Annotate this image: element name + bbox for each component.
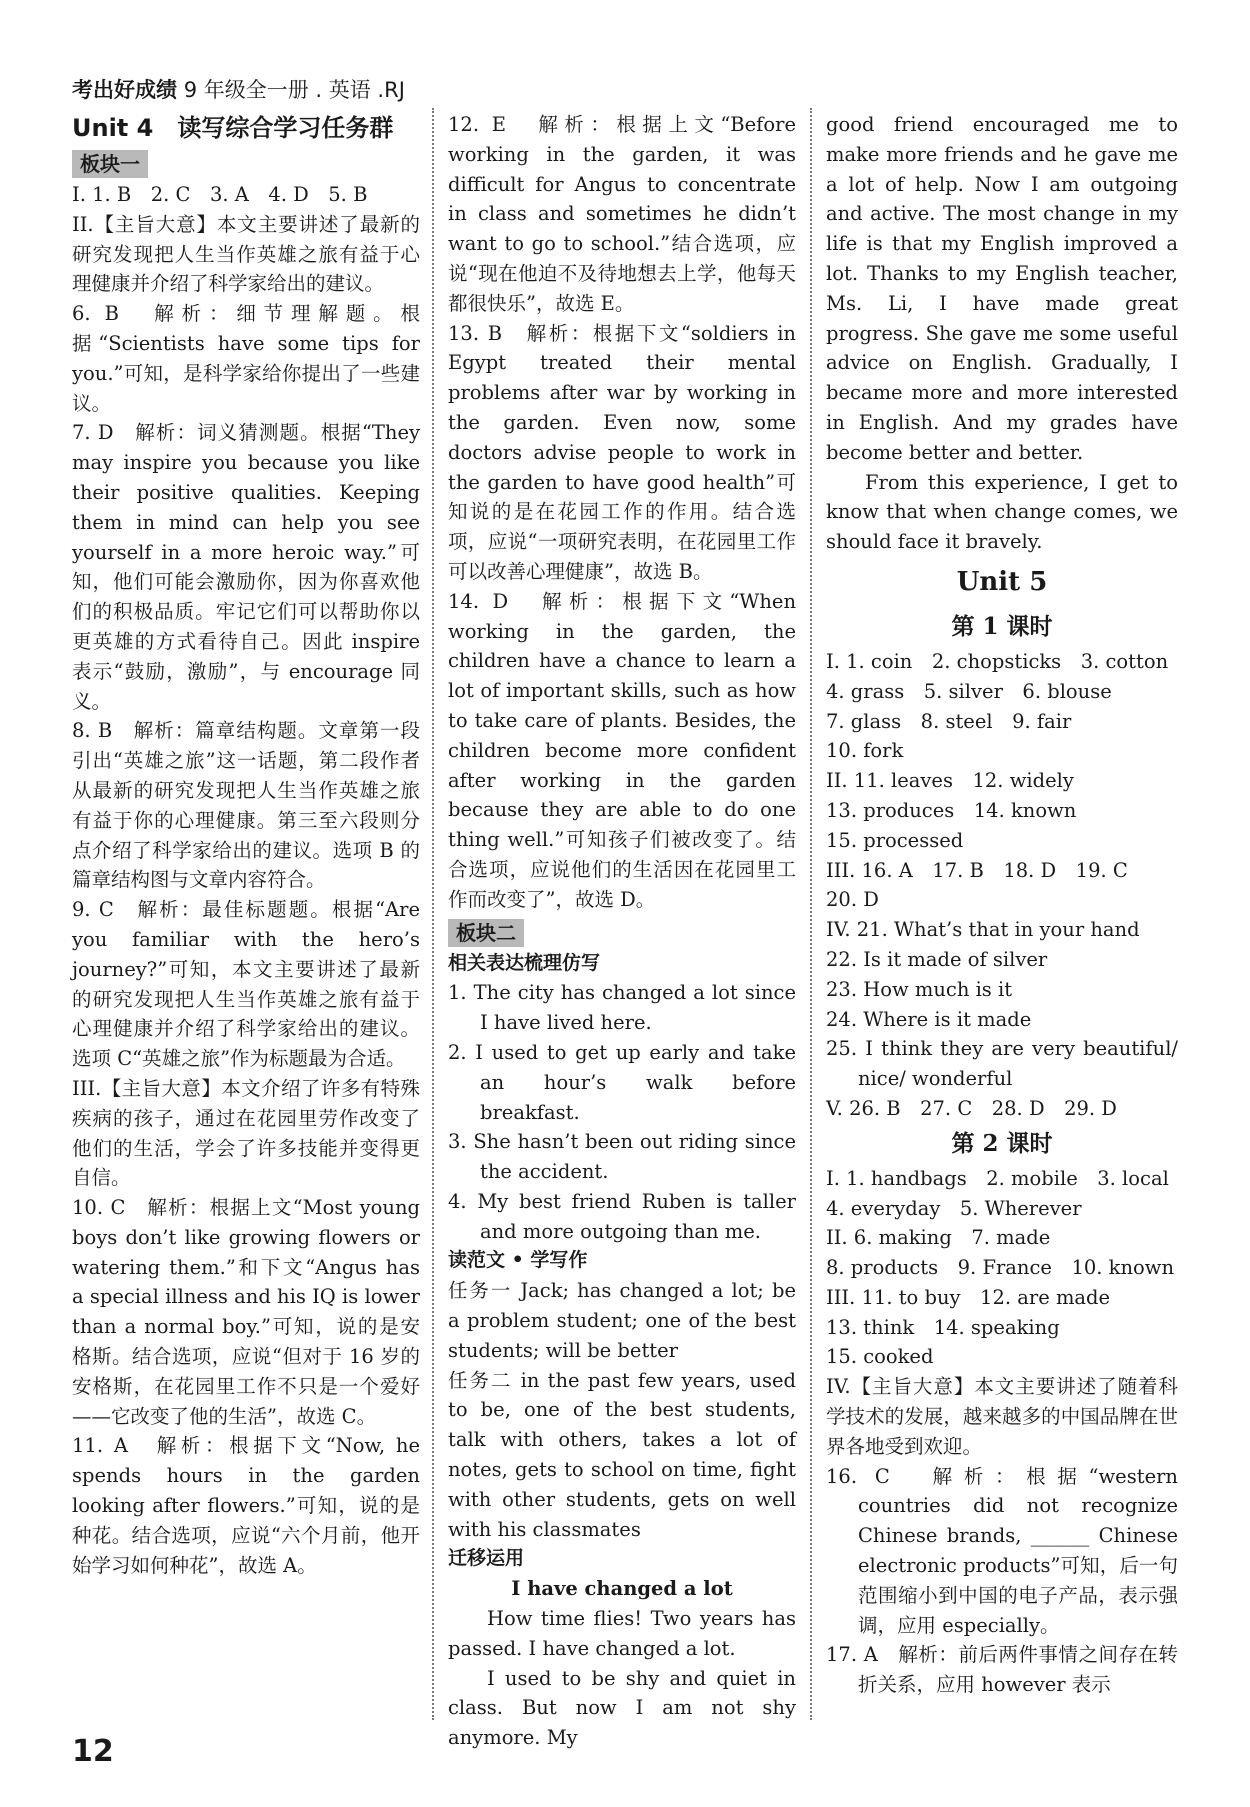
answer-line: 9. C 解析：最佳标题题。根据“Are you familiar with the hero’s journey?”可知，本文主要讲述了最新的研究发现把人生当作英雄之旅有益于心理健康并介绍了科学家给出的建议。选项 C“英雄之旅”作为标题最为合适。 <box>72 898 420 1071</box>
left-column <box>72 110 420 1580</box>
book-brand: 考出好成绩 <box>72 78 177 102</box>
answer-line: 4. grass 5. silver 6. blouse <box>826 679 1112 703</box>
answer-line: IV.【主旨大意】本文主要讲述了随着科学技术的发展，越来越多的中国品牌在世界各地受到欢迎。 <box>826 1375 1178 1458</box>
answer-line: 14. D 解析：根据下文“When working in the garden, the children have a chance to learn a lot of important skills, such as how to take care of plants. Besides, the children become more confident after working in the garden because they are able to do one thing well.”可知孩子们被改变了。结合选项，应说他们的生活因在花园里工作而改变了”，故选 D。 <box>448 589 796 911</box>
subsection-heading: 迁移运用 <box>448 1547 525 1570</box>
unit-heading: Unit 5 <box>956 566 1048 597</box>
section-tag: 板块二 <box>448 919 524 947</box>
answer-line: III.【主旨大意】本文介绍了许多有特殊疾病的孩子，通过在花园里劳作改变了他们的生活，学会了许多技能并变得更自信。 <box>72 1076 420 1190</box>
answer-line: 3. She hasn’t been out riding since the accident. <box>448 1130 796 1184</box>
book-subtitle: 9 年级全一册 . 英语 .RJ <box>183 78 405 102</box>
answer-line: 25. I think they are very beautiful/ nice/ wonderful <box>826 1037 1178 1091</box>
answer-line: 10. fork <box>826 739 904 763</box>
section-tag-row <box>448 915 796 949</box>
subsection-heading: 相关表达梳理仿写 <box>448 951 601 974</box>
answer-line: II. 11. leaves 12. widely <box>826 769 1074 793</box>
answer-line: 13. B 解析：根据下文“soldiers in Egypt treated their mental problems after war by working in the garden. Even now, some doctors advise people to work in the garden to have good health”可知说的是在花园工作的作用。结合选项，应说“一项研究表明，在花园里工作可以改善心理健康”，故选 B。 <box>448 321 796 583</box>
answer-line: 8. B 解析：篇章结构题。文章第一段引出“英雄之旅”这一话题，第二段作者从最新的研究发现把人生当作英雄之旅有益于你的心理健康。第三至六段则分点介绍了科学家给出的建议。选项 B 的篇章结构图与文章内容符合。 <box>72 719 420 892</box>
page-header <box>72 74 405 104</box>
answer-line: 22. Is it made of silver <box>826 947 1048 971</box>
answer-line: 10. C 解析：根据上文“Most young boys don’t like growing flowers or watering them.”和下文“Angus has a special illness and his IQ is lower than a normal boy.”可知，说的是安格斯。结合选项，应说“但对于 16 岁的安格斯，在花园里工作不只是一个爱好——它改变了他的生活”，故选 C。 <box>72 1196 420 1428</box>
subsection-heading: 读范文 • 学写作 <box>448 1249 588 1272</box>
answer-line: 12. E 解析：根据上文“Before working in the garden, it was difficult for Angus to concentrate in class and sometimes he didn’t want to go to school.”结合选项，应说“现在他迫不及待地想去上学，他每天都很快乐”，故选 E。 <box>448 113 796 315</box>
answer-line: III. 16. A 17. B 18. D 19. C <box>826 858 1128 882</box>
answer-line: II.【主旨大意】本文主要讲述了最新的研究发现把人生当作英雄之旅有益于心理健康并介绍了科学家给出的建议。 <box>72 212 420 296</box>
section-tag-row <box>72 146 420 180</box>
column-divider <box>810 108 812 1720</box>
essay-title: I have changed a lot <box>511 1577 733 1601</box>
column-divider <box>432 108 434 1720</box>
answer-line: 任务二 in the past few years, used to be, one of the best students, talk with others, takes a lot of notes, gets to school on time, fight with other students, gets on well with his classmates <box>448 1368 796 1541</box>
answer-line: II. 6. making 7. made <box>826 1226 1051 1250</box>
answer-line: 16. C 解析：根据“western countries did not recognize Chinese brands, ______ Chinese electronic products”可知，后一句范围缩小到中国的电子产品，表示强调，应用 especially。 <box>826 1464 1178 1637</box>
answer-line: 24. Where is it made <box>826 1007 1032 1031</box>
middle-column <box>448 110 796 1753</box>
answer-line: 7. glass 8. steel 9. fair <box>826 709 1072 733</box>
answer-line: 4. everyday 5. Wherever <box>826 1196 1082 1220</box>
answer-line: 15. processed <box>826 828 964 852</box>
answer-line: 8. products 9. France 10. known <box>826 1256 1175 1280</box>
answer-line: 6. B 解析：细节理解题。根据“Scientists have some tips for you.”可知，是科学家给你提出了一些建议。 <box>72 302 420 415</box>
essay-paragraph: I used to be shy and quiet in class. But now I am not shy anymore. My <box>448 1666 796 1750</box>
essay-paragraph: From this experience, I get to know that when change comes, we should face it bravely. <box>826 470 1178 554</box>
lesson-heading: 第 1 课时 <box>951 612 1053 640</box>
answer-line: 11. A 解析：根据下文“Now, he spends hours in the garden looking after flowers.”可知，说的是种花。结合选项，应说“六个月前，他开始学习如何种花”，故选 A。 <box>72 1434 420 1577</box>
section-tag: 板块一 <box>72 150 148 178</box>
lesson-heading: 第 2 课时 <box>951 1129 1053 1157</box>
answer-line: 4. My best friend Ruben is taller and more outgoing than me. <box>448 1189 796 1243</box>
answer-line: 1. The city has changed a lot since I have lived here. <box>448 981 796 1035</box>
answer-line: 13. produces 14. known <box>826 798 1077 822</box>
answer-line: 23. How much is it <box>826 977 1013 1001</box>
answer-line: 17. A 解析：前后两件事情之间存在转折关系，应用 however 表示 <box>826 1643 1178 1697</box>
right-column <box>826 110 1178 1700</box>
answer-line: IV. 21. What’s that in your hand <box>826 918 1140 942</box>
page-number: 12 <box>72 1734 114 1769</box>
unit-heading: Unit 4 读写综合学习任务群 <box>72 114 394 142</box>
answer-line: III. 11. to buy 12. are made <box>826 1285 1111 1309</box>
answer-line: 20. D <box>826 888 879 912</box>
answer-line: I. 1. B 2. C 3. A 4. D 5. B <box>72 183 368 206</box>
essay-paragraph: How time flies! Two years has passed. I have changed a lot. <box>448 1607 796 1660</box>
answer-line: 13. think 14. speaking <box>826 1315 1060 1339</box>
answer-line: 任务一 Jack; has changed a lot; be a problem student; one of the best students; will be better <box>448 1279 796 1362</box>
answer-line: I. 1. handbags 2. mobile 3. local <box>826 1166 1169 1190</box>
answer-line: 2. I used to get up early and take an hour’s walk before breakfast. <box>448 1040 796 1124</box>
answer-line: good friend encouraged me to make more friends and he gave me a lot of help. Now I am outgoing and active. The most change in my life is that my English improved a lot. Thanks to my English teacher, Ms. Li, I have made great progress. She gave me some useful advice on English. Gradually, I became more and more interested in English. And my grades have become better and better. <box>826 113 1178 464</box>
answer-line: V. 26. B 27. C 28. D 29. D <box>826 1096 1117 1120</box>
answer-line: I. 1. coin 2. chopsticks 3. cotton <box>826 649 1169 673</box>
answer-line: 15. cooked <box>826 1345 934 1369</box>
answer-line: 7. D 解析：词义猜测题。根据“They may inspire you because you like their positive qualities. Keeping them in mind can help you see yourself in a more heroic way.”可知，他们可能会激励你，因为你喜欢他们的积极品质。牢记它们可以帮助你以更英雄的方式看待自己。因此 inspire 表示“鼓励，激励”，与 encourage 同义。 <box>72 421 420 713</box>
